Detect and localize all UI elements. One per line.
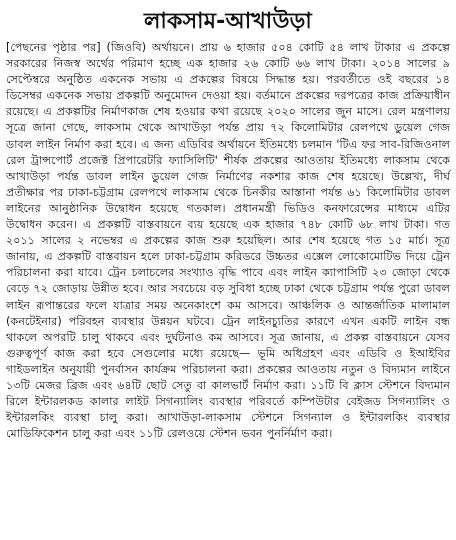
article-headline: লাকসাম-আখাউড়া bbox=[144, 9, 312, 34]
article-body: [পেছনের পৃষ্ঠার পর] (জিওবি) অর্থায়নে। প্রায় ৬ হাজার ৫০৪ কোটি ৫৪ লাখ টাকার এ প্রকল্পে সরকারের নিজস্ব অর্থের পরিমাণ হচ্ছে এক হাজার ২৬ কোটি ৬৬ লাখ টাকা। ২০১৪ সালের ৯ সেপ্টেম্বরে অনুষ্ঠিত একনেক সভায় এ প্রকল্পের বিষয়ে সিদ্ধান্ত হয়। পরবর্তীতে ওই বছরের ১৪ ডিসেম্বর একনেক সভায় প্রকল্পটি অনুমোদন দেওয়া হয়। বর্তমানে প্রকল্পের দরপত্রের কাজ প্রক্রিয়াধীন রয়েছে। এ প্রকল্পটির নির্মাণকাজ শেষ হওয়ার কথা রয়েছে ২০২০ সালের জুন মাসে। রেল মন্ত্রণালয় সূত্রে জানা গেছে, লাকসাম থেকে আখাউড়া পর্যন্ত প্রায় ৭২ কিলোমিটার রেলপথে ডুয়েল গেজ ডাবল লাইন নির্মাণ করা হবে। এ জন্য এডিবির অর্থায়নে ইতিমধ্যে চলমান 'টিএ ফর সাব-রিজিওনাল রেল ট্রান্সপোর্ট প্রজেক্ট প্রিপারেটরি ফ্যাসিলিটি' শীর্ষক প্রকল্পের আওতায় ইতিমধ্যে লাকসাম থেকে আখাউড়া পর্যন্ত ডাবল লাইন ডুয়েল গেজ নির্মাণের নকশার কাজ শেষ হয়েছে। উল্লেখ্য, দীর্ঘ প্রতীক্ষার পর ঢাকা-চট্টগ্রাম রেলপথে লাকসাম থেকে চিনকীর আস্তানা পর্যন্ত ৬১ কিলোমিটার ডাবল লাইনের আনুষ্ঠানিক উদ্বোধন হয়েছে গতকাল। প্রধানমন্ত্রী ভিডিও কনফারেন্সের মাধ্যমে এটির উদ্বোধন করেন। এ প্রকল্পটি বাস্তবায়নে ব্যয় হয়েছে এক হাজার ৭৪৮ কোটি ৬৮ লাখ টাকা। গত ২০১১ সালের ২ নভেম্বর এ প্রকল্পের কাজ শুরু হয়েছিল। আর শেষ হয়েছে গত ১৫ মার্চ। সূত্র জানায়, এ প্রকল্পটি বাস্তবায়ন হলে ঢাকা-চট্টগ্রাম করিডরে উচ্চতর এক্সেল লোকোমোটিভ দিয়ে ট্রেন পরিচালনা করা যাবে। ট্রেন চলাচলের সংখ্যাও বৃদ্ধি পাবে এবং লাইন ক্যাপাসিটি ২৩ জোড়া থেকে বেড়ে ৭২ জোড়ায় উন্নীত হবে। আর সবচেয়ে বড় সুবিধা হচ্ছে ঢাকা থেকে চট্টগ্রাম পর্যন্ত পুরো ডাবল লাইন রূপান্তরের ফলে যাত্রার সময় অনেকাংশে কম আসবে। আঞ্চলিক ও আন্তর্জাতিক মালামাল (কনটেইনার) পরিবহন ব্যবস্থার উন্নয়ন ঘটবে। ট্রেন লাইনচ্যুতির কারণে এখন একটি লাইন বন্ধ থাকলে অপরটি চালু থাকবে এবং দুর্ঘটনাও কম আসবে। সূত্র জানায়, এ প্রকল্প বাস্তবায়নে যেসব গুরুত্বপূর্ণ কাজ করা হবে সেগুলোর মধ্যে রয়েছে— ভূমি অধিগ্রহণ এবং এডিবি ও ইআইবির গাইডলাইন অনুযায়ী পুনর্বাসন কার্যক্রম পরিচালনা করা। প্রকল্পের আওতায় নতুন ও বিদ্যমান লাইনে ১৩টি মেজর ব্রিজ এবং ৬৪টি ছোট সেতু বা কালভার্ট নির্মাণ করা। ১১টি বি ক্লাস স্টেশনে বিদ্যমান রিলে ইন্টারলকড কালার লাইট সিগন্যালিং ব্যবস্থার পরিবর্তে কম্পিউটার বেইজড সিগন্যালিং ও ইন্টারলকিং ব্যবস্থা চালু করা। আখাউড়া-লাকসাম স্টেশনে সিগন্যাল ও ইন্টারলকিং ব্যবস্থার মোডিফিকেশন চালু করা এবং ১১টি রেলওয়ে স্টেশন ভবন পুনর্নির্মাণ করা। bbox=[6, 41, 450, 441]
